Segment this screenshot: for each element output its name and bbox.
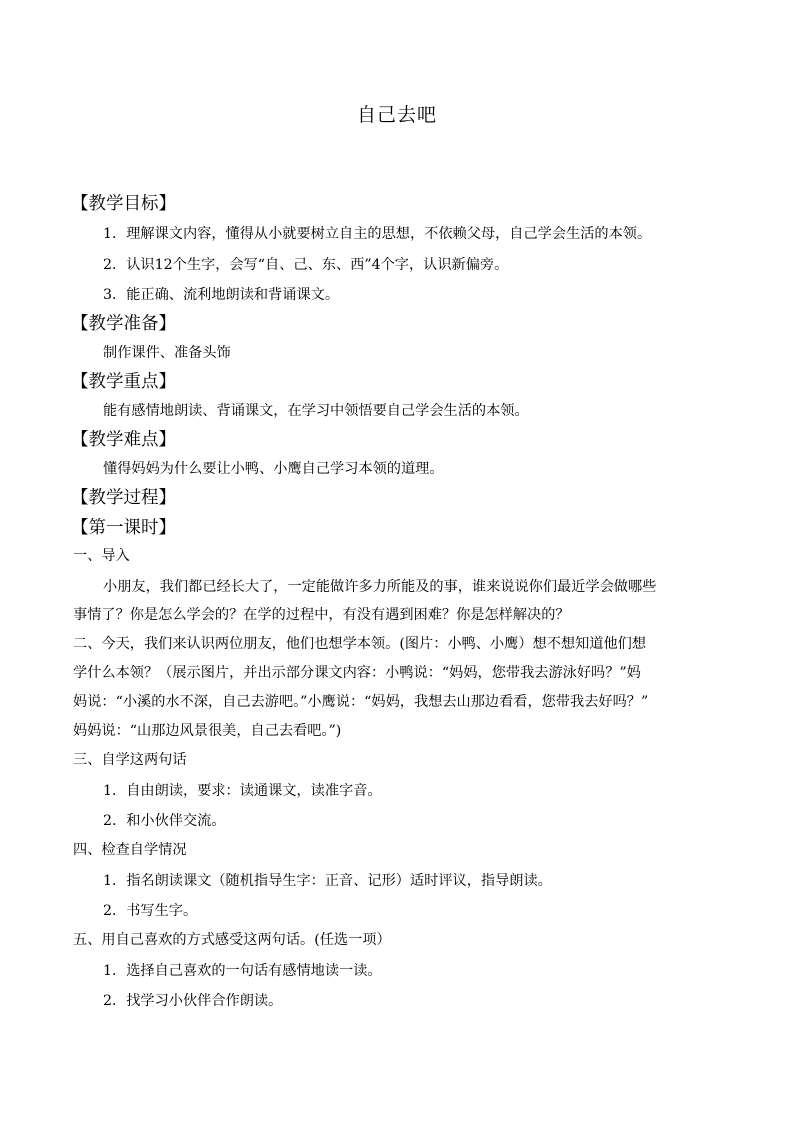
section-3-title: 三、自学这两句话 <box>73 752 187 768</box>
heading-lesson1: 【第一课时】 <box>71 518 176 538</box>
section-2-line-1: 二、今天，我们来认识两位朋友，他们也想学本领。(图片：小鸭、小鹰）想不想知道他们想 <box>73 636 647 652</box>
section-5-title: 五、用自己喜欢的方式感受这两句话。(任选一项） <box>73 932 391 948</box>
section-2-line-2: 学什么本领？（展示图片，并出示部分课文内容：小鸭说：“妈妈，您带我去游泳好吗？”妈 <box>73 665 641 681</box>
heading-focus: 【教学重点】 <box>71 372 176 392</box>
section-5-item-1: 1．选择自己喜欢的一句话有感情地读一读。 <box>103 963 382 979</box>
section-3-item-1: 1．自由朗读，要求：读通课文，读准字音。 <box>103 783 382 799</box>
heading-process: 【教学过程】 <box>71 488 176 508</box>
goal-item-2: 2．认识12个生字，会写“自、己、东、西”4个字，认识新偏旁。 <box>103 257 509 273</box>
heading-goals: 【教学目标】 <box>71 194 176 214</box>
heading-prep: 【教学准备】 <box>71 314 176 334</box>
section-2-line-4: 妈妈说：“山那边风景很美，自己去看吧。”) <box>73 723 342 739</box>
section-5-item-2: 2．找学习小伙伴合作朗读。 <box>103 993 283 1009</box>
prep-text: 制作课件、准备头饰 <box>103 345 231 361</box>
difficulty-text: 懂得妈妈为什么要让小鸭、小鹰自己学习本领的道理。 <box>103 461 444 477</box>
section-3-item-2: 2．和小伙伴交流。 <box>103 813 226 829</box>
goal-item-1: 1．理解课文内容，懂得从小就要树立自主的思想，不依赖父母，自己学会生活的本领。 <box>103 226 652 242</box>
section-4-item-1: 1．指名朗读课文（随机指导生字：正音、记形）适时评议，指导朗读。 <box>103 873 552 889</box>
page-title: 自己去吧 <box>356 104 437 126</box>
section-1-paragraph-line-1: 小朋友，我们都已经长大了，一定能做许多力所能及的事，谁来说说你们最近学会做哪些 <box>103 579 657 595</box>
heading-difficulty: 【教学难点】 <box>71 430 176 450</box>
section-4-title: 四、检查自学情况 <box>73 842 187 858</box>
section-2-line-3: 妈说：“小溪的水不深，自己去游吧。”小鹰说：“妈妈，我想去山那边看看，您带我去好吗？” <box>73 694 649 710</box>
section-1-paragraph-line-2: 事情了？你是怎么学会的？在学的过程中，有没有遇到困难？你是怎样解决的？ <box>73 607 570 623</box>
goal-item-3: 3．能正确、流利地朗读和背诵课文。 <box>103 287 340 303</box>
focus-text: 能有感情地朗读、背诵课文，在学习中领悟要自己学会生活的本领。 <box>103 403 529 419</box>
section-4-item-2: 2．书写生字。 <box>103 903 198 919</box>
section-1-title: 一、导入 <box>73 548 130 564</box>
